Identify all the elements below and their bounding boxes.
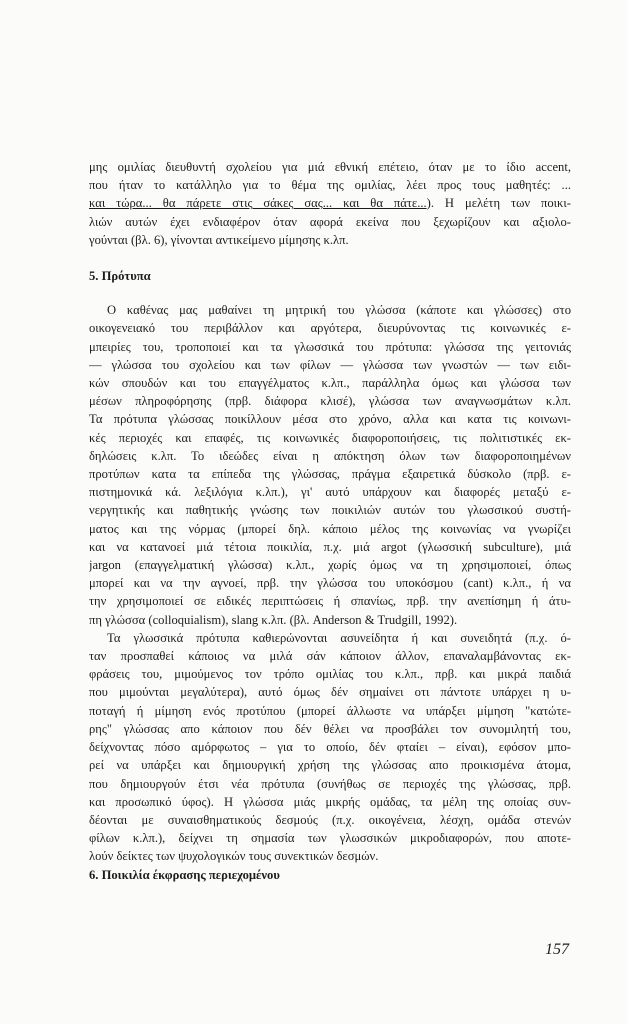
text-line: και προσωπικό ύφος). Η γλώσσα μιάς μικρής ομάδας, τα μέλη της οποίας συν- — [89, 794, 571, 809]
underlined-quote: και τώρα... θα πάρετε στις σάκες σας... και θα πάτε... — [89, 196, 427, 211]
text-line: Τα γλωσσικά πρότυπα καθιερώνονται ασυνείδητα ή και συνειδητά (π.χ. ό- — [107, 630, 571, 645]
section-heading: 5. Πρότυπα — [89, 269, 151, 284]
page-number: 157 — [545, 941, 569, 958]
text-line: φράσεις του, μιμούμενος τον τρόπο ομιλίας του κ.λπ., πρβ. και μικρά παιδιά — [89, 667, 571, 682]
text-line: πιστημονικά κά. λεξιλόγια κ.λπ.), γι' αυτό υπάρχουν και διαφορές μεταξύ ε- — [89, 485, 571, 500]
paragraph — [89, 301, 571, 629]
text-line: ρεί να υπάρξει και δημιουργική χρήση της γλώσσας απο προικισμένα άτομα, — [89, 758, 571, 773]
text-line: ματος και της νόρμας (μπορεί δηλ. κάποιο μέλος της κοινωνίας να γνωρίζει — [89, 521, 571, 536]
intro-paragraph — [89, 158, 571, 249]
page-body — [89, 158, 571, 884]
text-line: Ο καθένας μας μαθαίνει τη μητρική του γλώσσα (κάποτε και γλώσσες) στο — [107, 303, 571, 318]
text-line: λιών αυτών έχει ενδιαφέρον όταν αφορά εκείνα που ξεχωρίζουν και αξιολο- — [89, 214, 571, 229]
text-fragment: ). Η μελέτη των ποικι- — [426, 196, 571, 211]
text-line: δείχνοντας πόσο αμόρφωτος – για το οποίο, δέν φταίει – είναι), εφόσον μπο- — [89, 740, 571, 755]
text-line: πη γλώσσα (colloquialism), slang κ.λπ. (βλ. Anderson & Trudgill, 1992). — [89, 612, 458, 627]
text-line: μης ομιλίας διευθυντή σχολείου για μιά εθνική επέτειο, όταν με το ίδιο accent, — [89, 160, 571, 174]
text-line: μπορεί και να την αγνοεί, πρβ. την γλώσσα του υποκόσμου (cant) κ.λπ., ή να — [89, 576, 571, 591]
text-line: — γλώσσα του σχολείου και των φίλων — γλώσσα των γνωστών — των ειδι- — [89, 357, 571, 372]
text-line: λούν δείκτες των ψυχολογικών τους συνεκτικών δεσμών. — [89, 849, 379, 864]
text-line: και να κατανοεί μιά τέτοια ποικιλία, π.χ. μιά argot (γλωσσική subculture), μιά — [89, 539, 571, 554]
text-line: ταν προσπαθεί κάποιος να μιλά σάν κάποιον άλλον, επαναλαμβάνοντας εκ- — [89, 649, 571, 664]
text-line: κών σπουδών και του επαγγέλματος κ.λπ., παράλληλα όμως και γλώσσα των — [89, 376, 571, 391]
text-line: την χρησιμοποιεί σε ειδικές περιπτώσεις ή σπανίως, πρβ. την ανεπίσημη ή άτυ- — [89, 594, 571, 609]
text-line: που δημιουργούν έτσι νέα πρότυπα (συνήθως σε περιοχές της γλώσσας, πρβ. — [89, 776, 571, 791]
paragraph — [89, 629, 571, 866]
text-line: φίλων κ.λπ.), δείχνει τη σημασία των γλωσσικών μικροδιαφορών, που αποτε- — [89, 831, 571, 846]
text-line: που ήταν το κατάλληλο για το θέμα της ομιλίας, λέει προς τους μαθητές: ... — [89, 178, 571, 193]
text-line: κές περιοχές και επαφές, τις κοινωνικές διαφοροποιήσεις, τις πολιτιστικές εκ- — [89, 430, 571, 445]
text-line: προτύπων κατα τα επίπεδα της γλώσσας, πράγμα εξαιρετικά δύσκολο (πρβ. ε- — [89, 467, 571, 482]
text-line: jargon (επαγγελματική γλώσσα) κ.λπ., χωρίς όμως να τη χρησιμοποιεί, όπως — [89, 558, 571, 573]
text-line: μπειρίες του, τροποποιεί και τα γλωσσικά του πρότυπα: γλώσσα της γειτονιάς — [89, 339, 571, 354]
text-line: μέσων πληροφόρησης (πρβ. διάφορα κλισέ), γλώσσα των αναγνωσμάτων κ.λπ. — [89, 394, 571, 409]
text-line: που μιμούνται μεγαλύτερα), αυτό όμως δέν σημαίνει οτι πάντοτε υπάρχει η υ- — [89, 685, 571, 700]
text-line — [89, 194, 571, 212]
text-line: δηλώσεις κ.λπ. Το ιδεώδες είναι η απόκτηση όλων των διαφοροποιημένων — [89, 448, 571, 463]
text-line: οικογενειακό του περιβάλλον και αργότερα, διευρύνοντας τις κοινωνικές ε- — [89, 321, 571, 336]
text-line: γούνται (βλ. 6), γίνονται αντικείμενο μίμησης κ.λπ. — [89, 232, 349, 247]
text-line: ποταγή ή μίμηση ενός προτύπου (μπορεί άλλωστε να υπάρξει μίμηση "κατώτε- — [89, 703, 571, 718]
text-line: δέονται με συναισθηματικούς δεσμούς (π.χ. οικογένεια, λέσχη, ομάδα στενών — [89, 812, 571, 827]
text-line: ρης" γλώσσας απο κάποιον που δέν θέλει να προσβάλει τον συνομιλητή του, — [89, 721, 571, 736]
text-line: νεργητικής και παθητικής γνώσης των ποικιλιών αυτών του γλωσσικού συστή- — [89, 503, 571, 518]
section-heading: 6. Ποικιλία έκφρασης περιεχομένου — [89, 867, 280, 882]
text-line: Τα πρότυπα γλώσσας ποικίλλουν μέσα στο χρόνο, αλλα και κατα τις κοινωνι- — [89, 412, 571, 427]
